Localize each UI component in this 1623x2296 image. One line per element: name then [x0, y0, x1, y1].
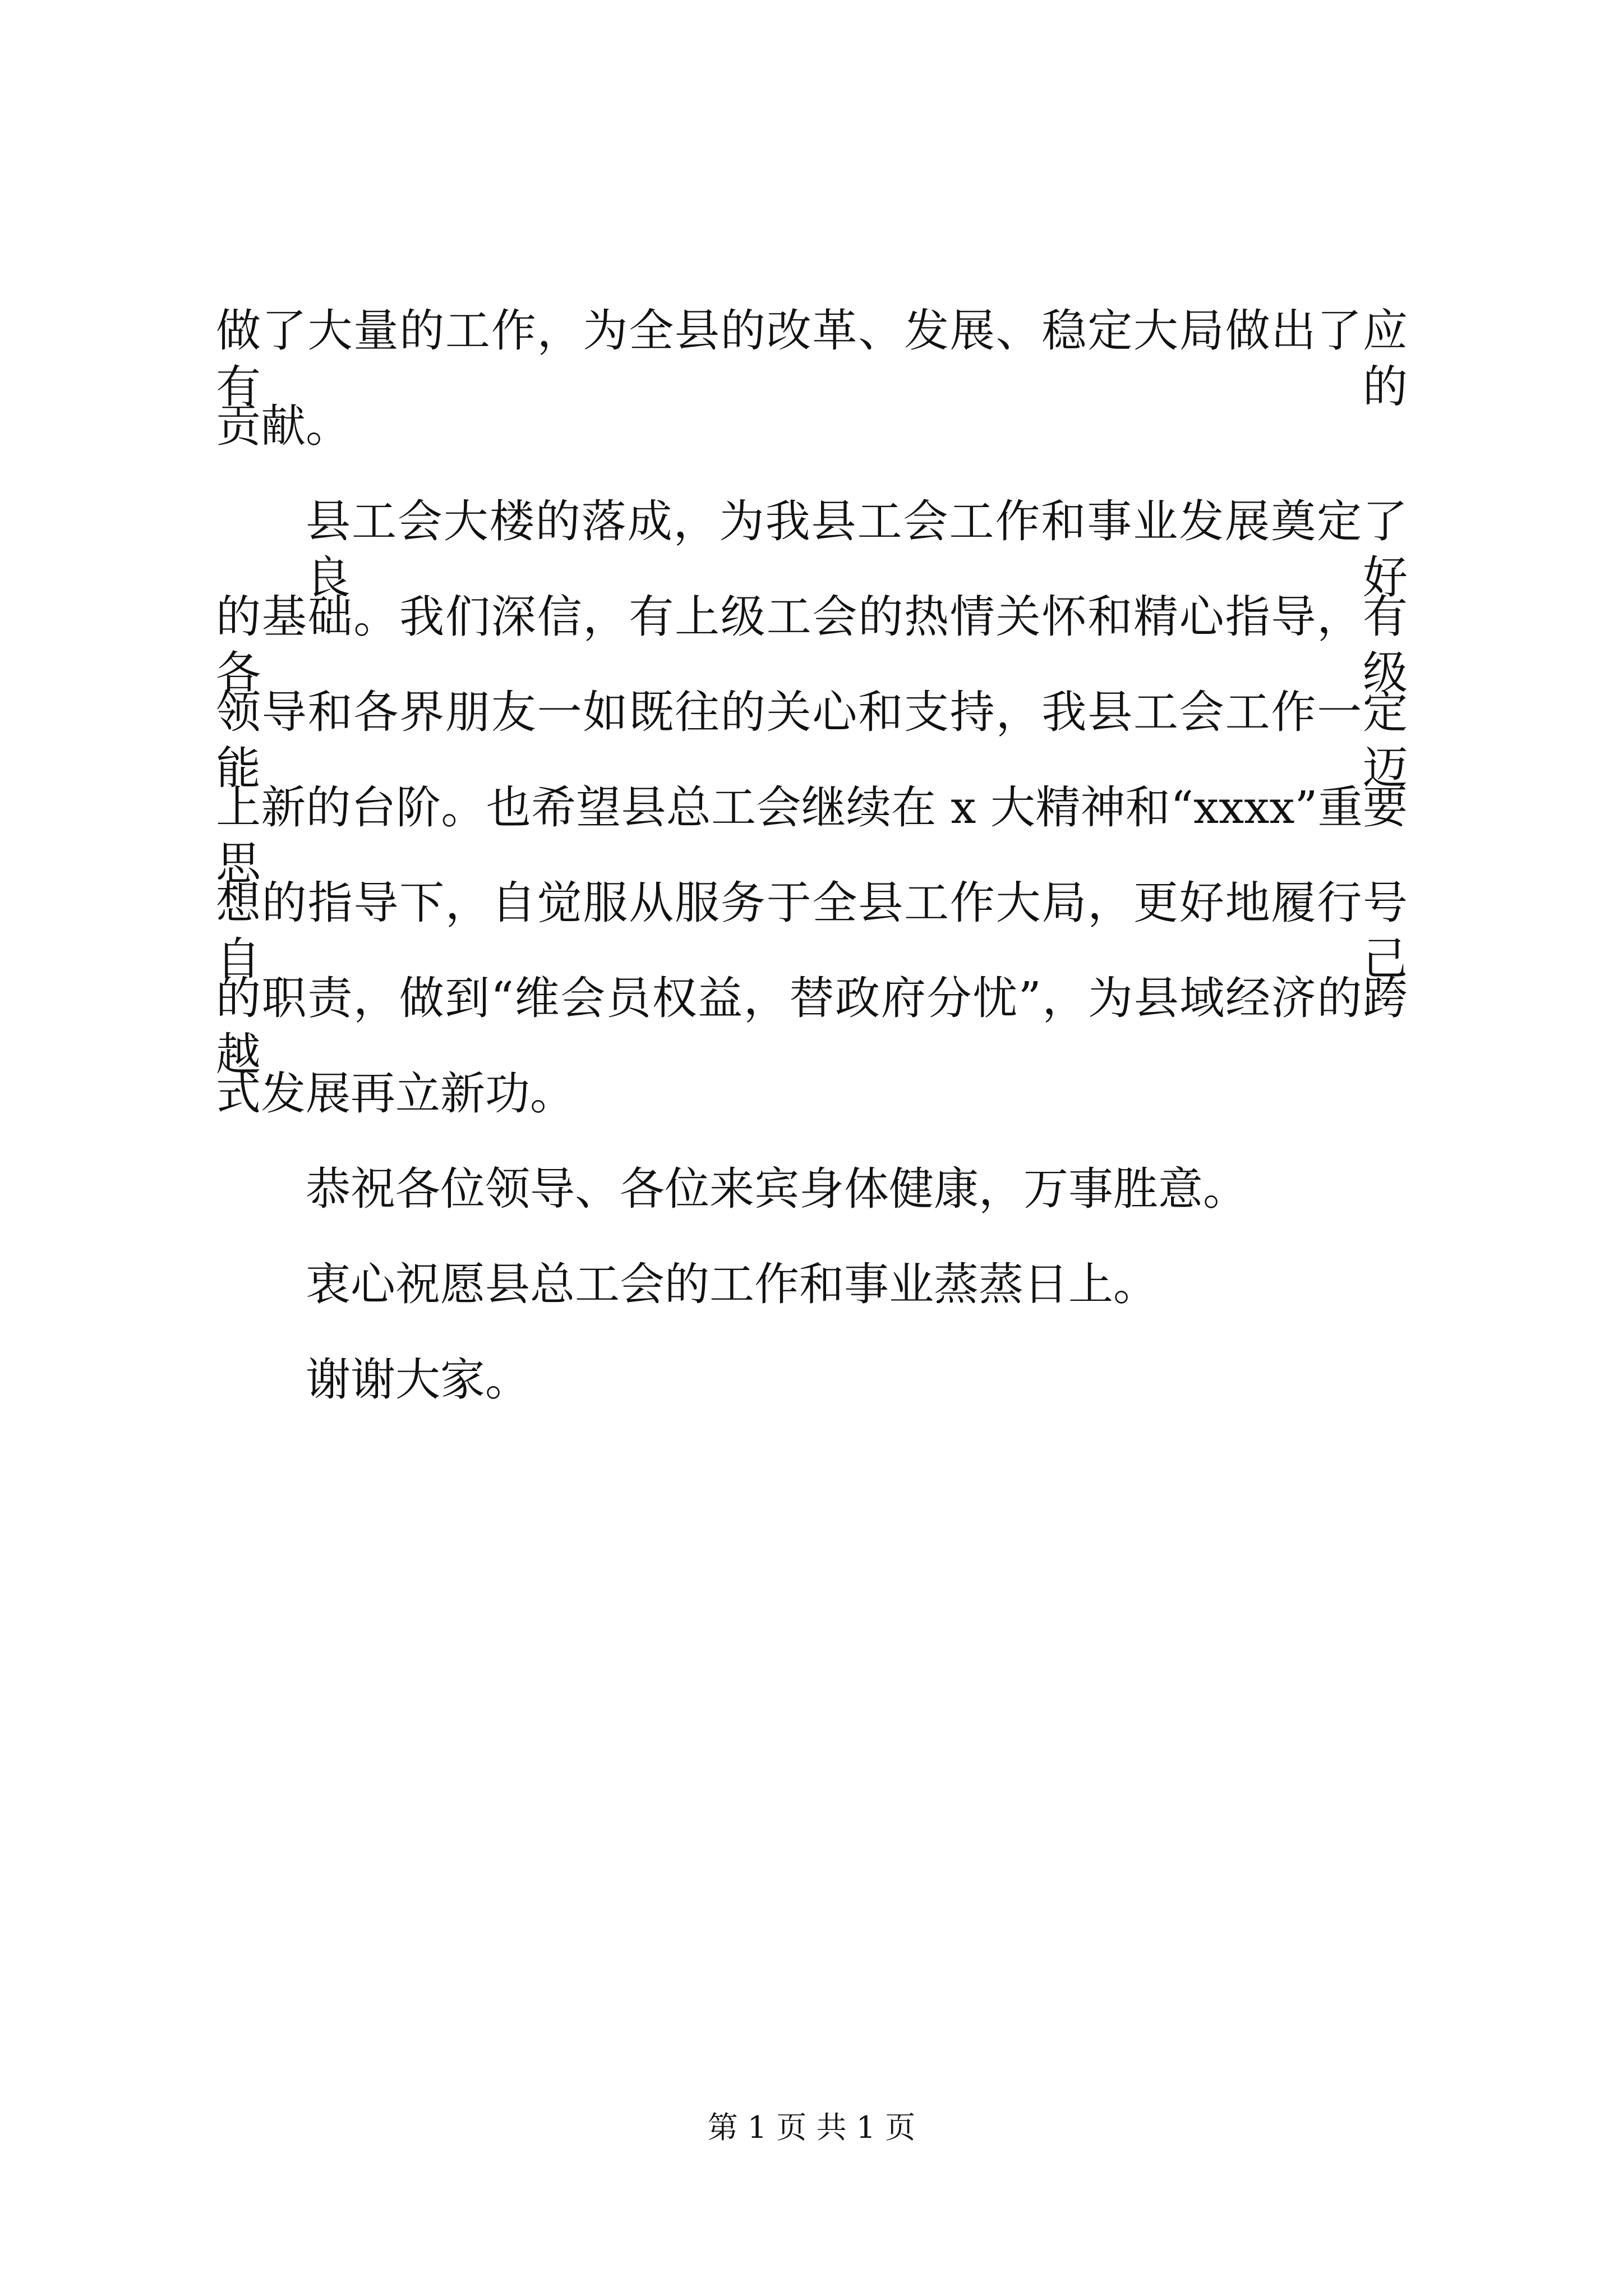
page-footer: [0, 2108, 1623, 2147]
body-line-8: 的职责，做到“维会员权益，替政府分忧”，为县域经济的跨越: [216, 972, 1408, 1080]
body-line-5: 领导和各界朋友一如既往的关心和支持，我县工会工作一定能迈: [216, 686, 1408, 794]
body-line-2: 贡献。: [216, 400, 351, 452]
body-line-6: 上新的台阶。也希望县总工会继续在 x 大精神和“xxxx”重要思: [216, 781, 1408, 890]
body-line-4: 的基础。我们深信，有上级工会的热情关怀和精心指导，有各级: [216, 591, 1408, 699]
body-line-3: 县工会大楼的落成，为我县工会工作和事业发展奠定了良好: [306, 495, 1408, 604]
body-line-10: 恭祝各位领导、各位来宾身体健康，万事胜意。: [306, 1163, 1248, 1215]
page-number-label: 第 1 页 共 1 页: [707, 2110, 916, 2145]
body-line-9: 式发展再立新功。: [216, 1068, 575, 1120]
body-line-12: 谢谢大家。: [306, 1354, 530, 1406]
body-line-1: 做了大量的工作，为全县的改革、发展、稳定大局做出了应有的: [216, 305, 1408, 413]
body-line-7: 想的指导下，自觉服从服务于全县工作大局，更好地履行号自己: [216, 877, 1408, 985]
body-line-11: 衷心祝愿县总工会的工作和事业蒸蒸日上。: [306, 1258, 1158, 1310]
